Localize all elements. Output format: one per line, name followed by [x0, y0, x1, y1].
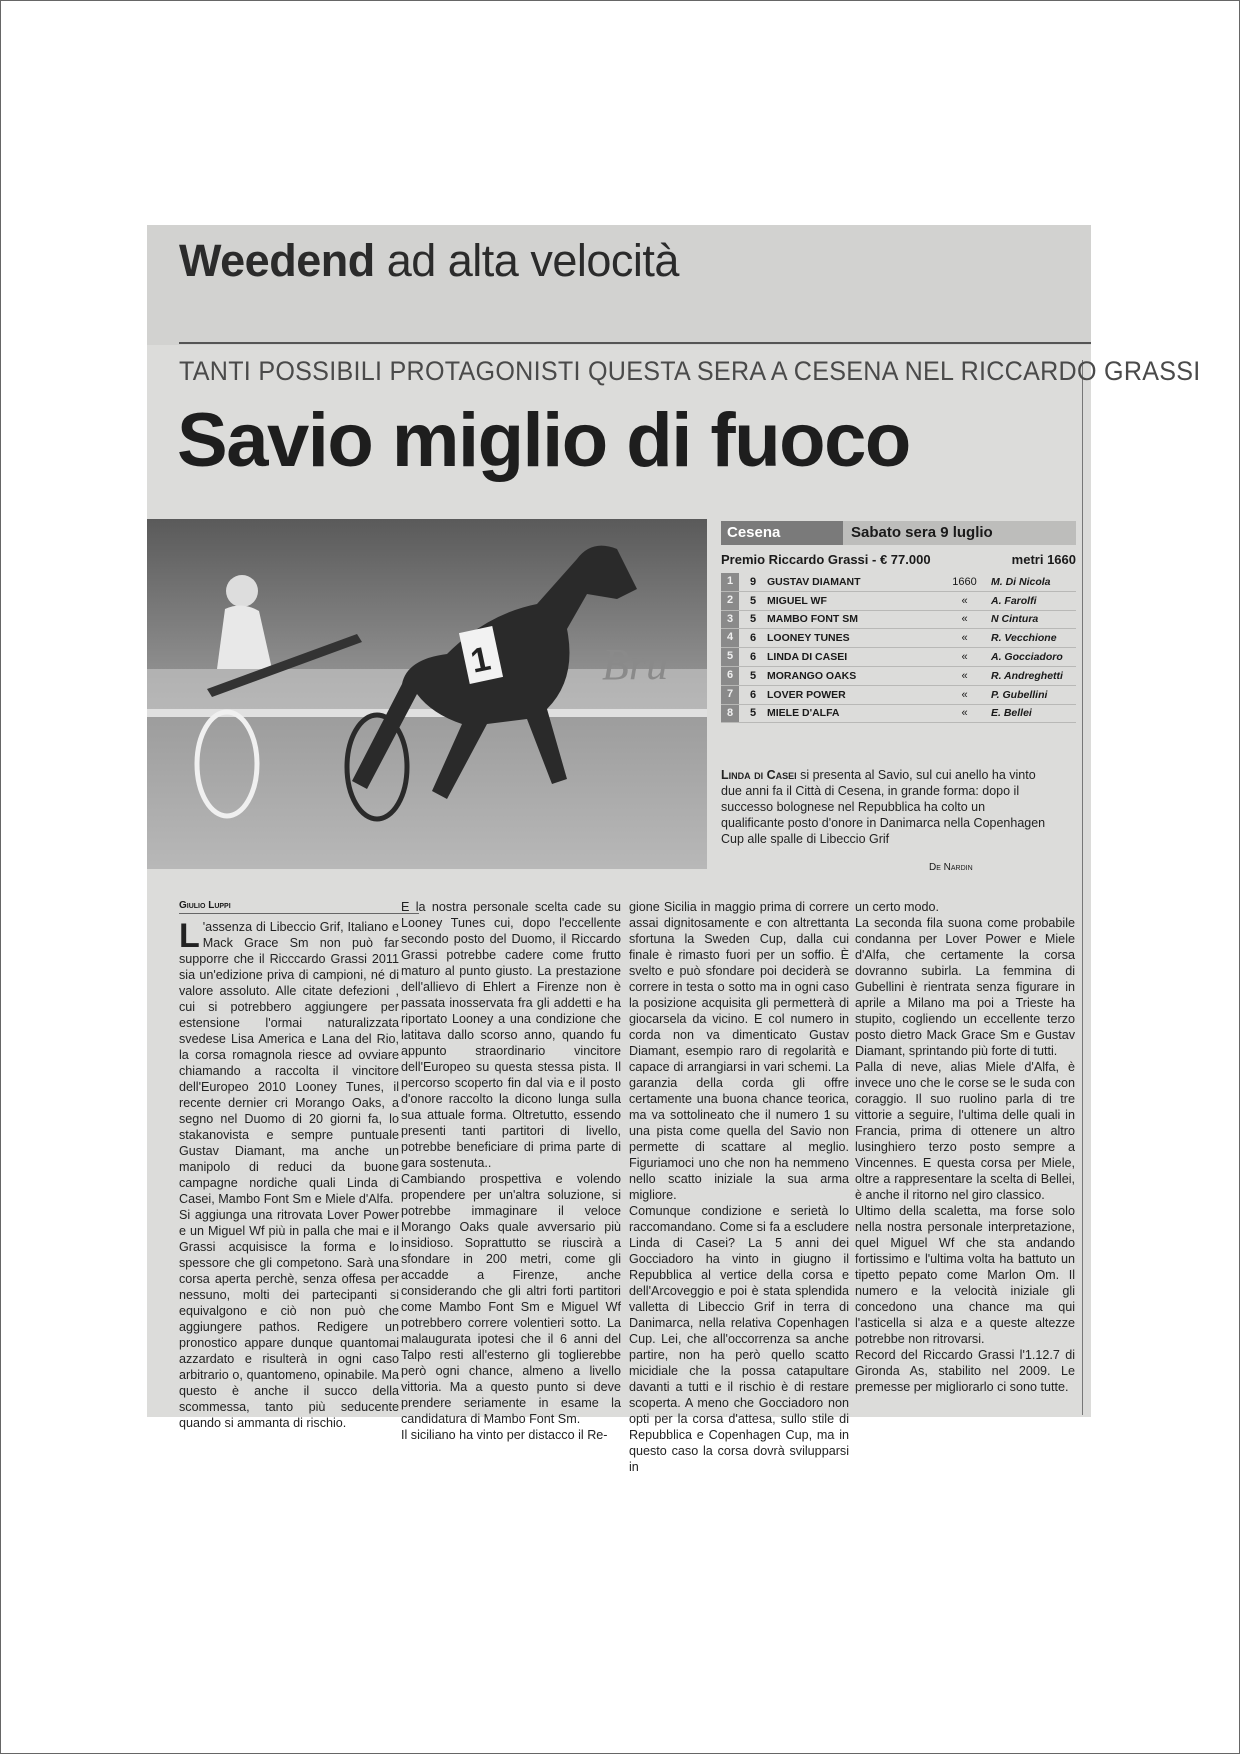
drop-cap: L — [179, 917, 200, 955]
horse-age: 5 — [749, 707, 757, 720]
paragraph: Ultimo della scaletta, ma forse solo nella nostra personale interpretazione, quel Miguel Wf che sta andando fortissimo e l'ultima volta ha battuto un tipetto pepato come Marlon Om. Il numero e la velocità iniziale gli concedono una chance ma qui l'asticella si alza e a queste altezze potrebbe non ritrovarsi. — [855, 1204, 1075, 1346]
paragraph: Il siciliano ha vinto per distacco il Re- — [401, 1428, 608, 1442]
horse-age: 9 — [749, 575, 757, 588]
article-column-3 — [629, 899, 849, 1475]
banner-text: Bru — [602, 640, 668, 689]
horse-age: 5 — [749, 669, 757, 682]
race-date: Sabato sera 9 luglio — [843, 521, 1076, 545]
horse-age: 5 — [749, 613, 757, 626]
horse-age: 5 — [749, 594, 757, 607]
entry-distance: « — [961, 688, 968, 701]
entry-distance: « — [961, 594, 968, 607]
right-column-rule — [1082, 360, 1083, 1415]
horse-age: 6 — [749, 632, 757, 645]
entry-row — [721, 686, 1076, 705]
header-rule — [179, 342, 1091, 344]
post-position: 8 — [721, 705, 739, 723]
article-column-4 — [855, 899, 1075, 1395]
entry-row — [721, 705, 1076, 724]
post-position: 4 — [721, 629, 739, 647]
paragraph: Palla di neve, alias Miele d'Alfa, è invece uno che le corse se le suda con coraggio. Il suo ruolino parla di tre vittorie a seguire, l'ultima delle quali in Francia, prima di ottenere un altro lusinghiero terzo posto sempre a Vincennes. E questa corsa per Miele, oltre a rappresentare la scelta di Bellei, è anche il ritorno nel giro classico. — [855, 1060, 1075, 1202]
entry-distance: « — [961, 707, 968, 720]
driver-name: A. Farolfi — [991, 594, 1037, 607]
driver-helmet — [226, 575, 258, 607]
horse-sulky-illustration — [147, 519, 707, 869]
post-position: 5 — [721, 648, 739, 666]
entry-row — [721, 611, 1076, 630]
caption-text: si presenta al Savio, sul cui anello ha vinto due anni fa il Città di Cesena, in grande forma: dopo il successo bolognese nel Repubblica ha colto un qualificante posto d'onore in Danimarca nella Copenhagen Cup alle spalle di Libeccio Grif — [721, 768, 1046, 846]
paragraph: Comunque condizione e serietà lo raccomandano. Come si fa a escludere Linda di Casei? La 5 anni dei Gocciadoro ha vinto in giugno il Repubblica al vertice della corsa e dell'Arcoveggio e poi è stata splendida valletta di Libeccio Grif in terra di Danimarca, nella relativa Copenhagen Cup. Lei, che all'occorrenza sa anche partire, non ha però quello scatto micidiale che la possa catapultare davanti a tutti e il rischio è di restare scoperta. A meno che Gocciadoro non opti per la corsa d'attesa, sullo stile di Repubblica e Copenhagen Cup, ma in questo caso la corsa dovrà svilupparsi in — [629, 1204, 849, 1474]
entry-distance: « — [961, 632, 968, 645]
byline: Giulio Luppi — [179, 900, 419, 914]
paragraph: Si aggiunga una ritrovata Lover Power e un Miguel Wf più in palla che mai e il Grassi acquisisce la forma e lo spessore che gli competono. Sarà una corsa aperta perchè, senza offesa per nessuno, molti dei partecipanti si equivalgono e ciò non può che aggiungere pathos. Redigere un pronostico appare dunque quantomai azzardato e risulterà in ogni caso arbitrario o, quantomeno, opinabile. Ma questo è anche il succo della scommessa, tanto più seducente quando si ammanta di rischio. — [179, 1208, 399, 1430]
driver-name: R. Vecchione — [991, 632, 1057, 645]
overline: TANTI POSSIBILI PROTAGONISTI QUESTA SERA A CESENA NEL RICCARDO GRASSI — [179, 356, 1201, 386]
paragraph: E la nostra personale scelta cade su Looney Tunes cui, dopo l'eccellente secondo posto del Duomo, il Riccardo Grassi potrebbe cadere come frutto maturo al punto giusto. La prestazione dell'allievo di Ehlert a Firenze non è passata inosservata fra gli addetti e ha riportato Looney a una condizione che latitava dallo scorso anno, quando fu appunto straordinario vincitore dell'Europeo su questa stessa pista. Il percorso scoperto fin dal via e il posto d'onore raccolto la dicono lunga sulla sua attuale forma. Oltretutto, essendo presenti tanti partitori di livello, potrebbe beneficiare di prima parte di gara sostenuta.. — [401, 900, 621, 1170]
article-column-2 — [401, 899, 621, 1443]
entry-distance: « — [961, 613, 968, 626]
post-position: 6 — [721, 667, 739, 685]
entry-distance: « — [961, 651, 968, 664]
post-position: 7 — [721, 686, 739, 704]
horse-name: LOVER POWER — [767, 688, 846, 701]
horse-name: MIELE D'ALFA — [767, 707, 840, 720]
entry-row — [721, 573, 1076, 592]
kicker-bold: Weedend — [179, 235, 375, 286]
paragraph-text: 'assenza di Libeccio Grif, Italiano e Mack Grace Sm non può far supporre che il Ricccardo Grassi 2011 sia un'edizione priva di campioni, né di valore assoluto. Alle citate defezioni , cui si potrebbero aggiungere per estensione l'ormai naturalizzata svedese Lisa America e Lana del Rio, la corsa romagnola riesce ad ovviare chiamando a raccolta il vincitore dell'Europeo 2010 Looney Tunes, il recente dernier cri Morango Oaks, a segno nel Duomo di 20 giorni fa, lo stakanovista e sempre puntuale Gustav Diamant, ma anche un manipolo di reduci da buone campagne nordiche quali Linda di Casei, Mambo Font Sm e Miele d'Alfa. — [179, 920, 399, 1206]
race-photo — [147, 519, 707, 869]
horse-name: GUSTAV DIAMANT — [767, 575, 861, 588]
paragraph: Record del Riccardo Grassi l'1.12.7 di Gironda As, stabilito nel 2009. Le premesse per migliorarlo ci sono tutte. — [855, 1348, 1075, 1394]
post-position: 3 — [721, 611, 739, 629]
horse-age: 6 — [749, 688, 757, 701]
post-position: 1 — [721, 573, 739, 591]
race-card — [721, 521, 1076, 723]
horse-name: MORANGO OAKS — [767, 669, 857, 682]
kicker-title — [179, 235, 679, 287]
post-position: 2 — [721, 592, 739, 610]
race-card-subheader — [721, 552, 1076, 567]
horse-name: LOONEY TUNES — [767, 632, 850, 645]
driver-name: N Cintura — [991, 613, 1039, 626]
horse-name: MIGUEL WF — [767, 594, 827, 607]
kicker-rest: ad alta velocità — [374, 235, 679, 286]
paragraph: un certo modo. — [855, 900, 940, 914]
driver-name: R. Andreghetti — [991, 669, 1063, 682]
saddle-number: 1 — [467, 639, 494, 681]
photo-credit: De Nardin — [929, 862, 973, 873]
race-card-header — [721, 521, 1076, 545]
horse-age: 6 — [749, 651, 757, 664]
race-prize: Premio Riccardo Grassi - € 77.000 — [721, 552, 931, 567]
entry-row — [721, 648, 1076, 667]
driver-name: A. Gocciadoro — [991, 651, 1063, 664]
driver-name: P. Gubellini — [991, 688, 1048, 701]
entry-row — [721, 592, 1076, 611]
entry-distance: 1660 — [952, 575, 977, 588]
driver-name: M. Di Nicola — [991, 575, 1051, 588]
horse-name: LINDA DI CASEI — [767, 651, 848, 664]
driver-name: E. Bellei — [991, 707, 1032, 720]
paragraph — [179, 919, 399, 1207]
photo-caption — [721, 767, 1051, 847]
paragraph: La seconda fila suona come probabile condanna per Lover Power e Miele d'Alfa, che certamente la corsa dovranno subirla. La femmina di Gubellini è rientrata senza figurare in aprile a Milano ma poi a Trieste ha stupito, cogliendo un eccellente terzo posto dietro Mack Grace Sm e Gustav Diamant, sprintando più forte di tutti. — [855, 916, 1075, 1058]
caption-lead: Linda di Casei — [721, 768, 797, 782]
newspaper-clipping — [147, 225, 1201, 1474]
race-entries — [721, 573, 1076, 723]
entry-distance: « — [961, 669, 968, 682]
paragraph: gione Sicilia in maggio prima di correre assai dignitosamente e con altrettanta sfortuna la Sweden Cup, dalla cui finale è rimasto fuori per un soffio. È svelto e può sfondare poi deciderà se correre in testa o sotto ma in ogni caso la posizione acquisita gli permetterà di giocarsela da vicino. E col numero in corda non va dimenticato Gustav Diamant, esempio raro di regolarità e capace di arrangiarsi in vari schemi. La garanzia della corda gli offre certamente una buona chance teorica, ma va sottolineato che il numero 1 su una pista come quella del Savio non permette di scattare al meglio. Figuriamoci uno che non ha nemmeno nello scatto iniziale la sua arma migliore. — [629, 900, 849, 1202]
entry-row — [721, 667, 1076, 686]
paragraph: Cambiando prospettiva e volendo propendere per un'altra soluzione, si potrebbe immaginare il veloce Morango Oaks quale avversario più insidioso. Soprattutto se riuscirà a sfondare in 200 metri, come gli accadde a Firenze, anche considerando che gli altri forti partitori come Mambo Font Sm e Miguel Wf potrebbero correre volentieri sotto. La malaugurata ipotesi che il 6 anni del Talpo resti all'esterno gli toglierebbe però ogni chance, almeno a livello vittoria. Ma a questo punto si deve prendere seriamente in esame la candidatura di Mambo Font Sm. — [401, 1172, 621, 1426]
race-distance: metri 1660 — [1011, 552, 1076, 567]
article-column-1 — [179, 919, 399, 1431]
headline: Savio miglio di fuoco — [177, 398, 910, 483]
race-location: Cesena — [721, 521, 843, 545]
entry-row — [721, 629, 1076, 648]
horse-name: MAMBO FONT SM — [767, 613, 858, 626]
